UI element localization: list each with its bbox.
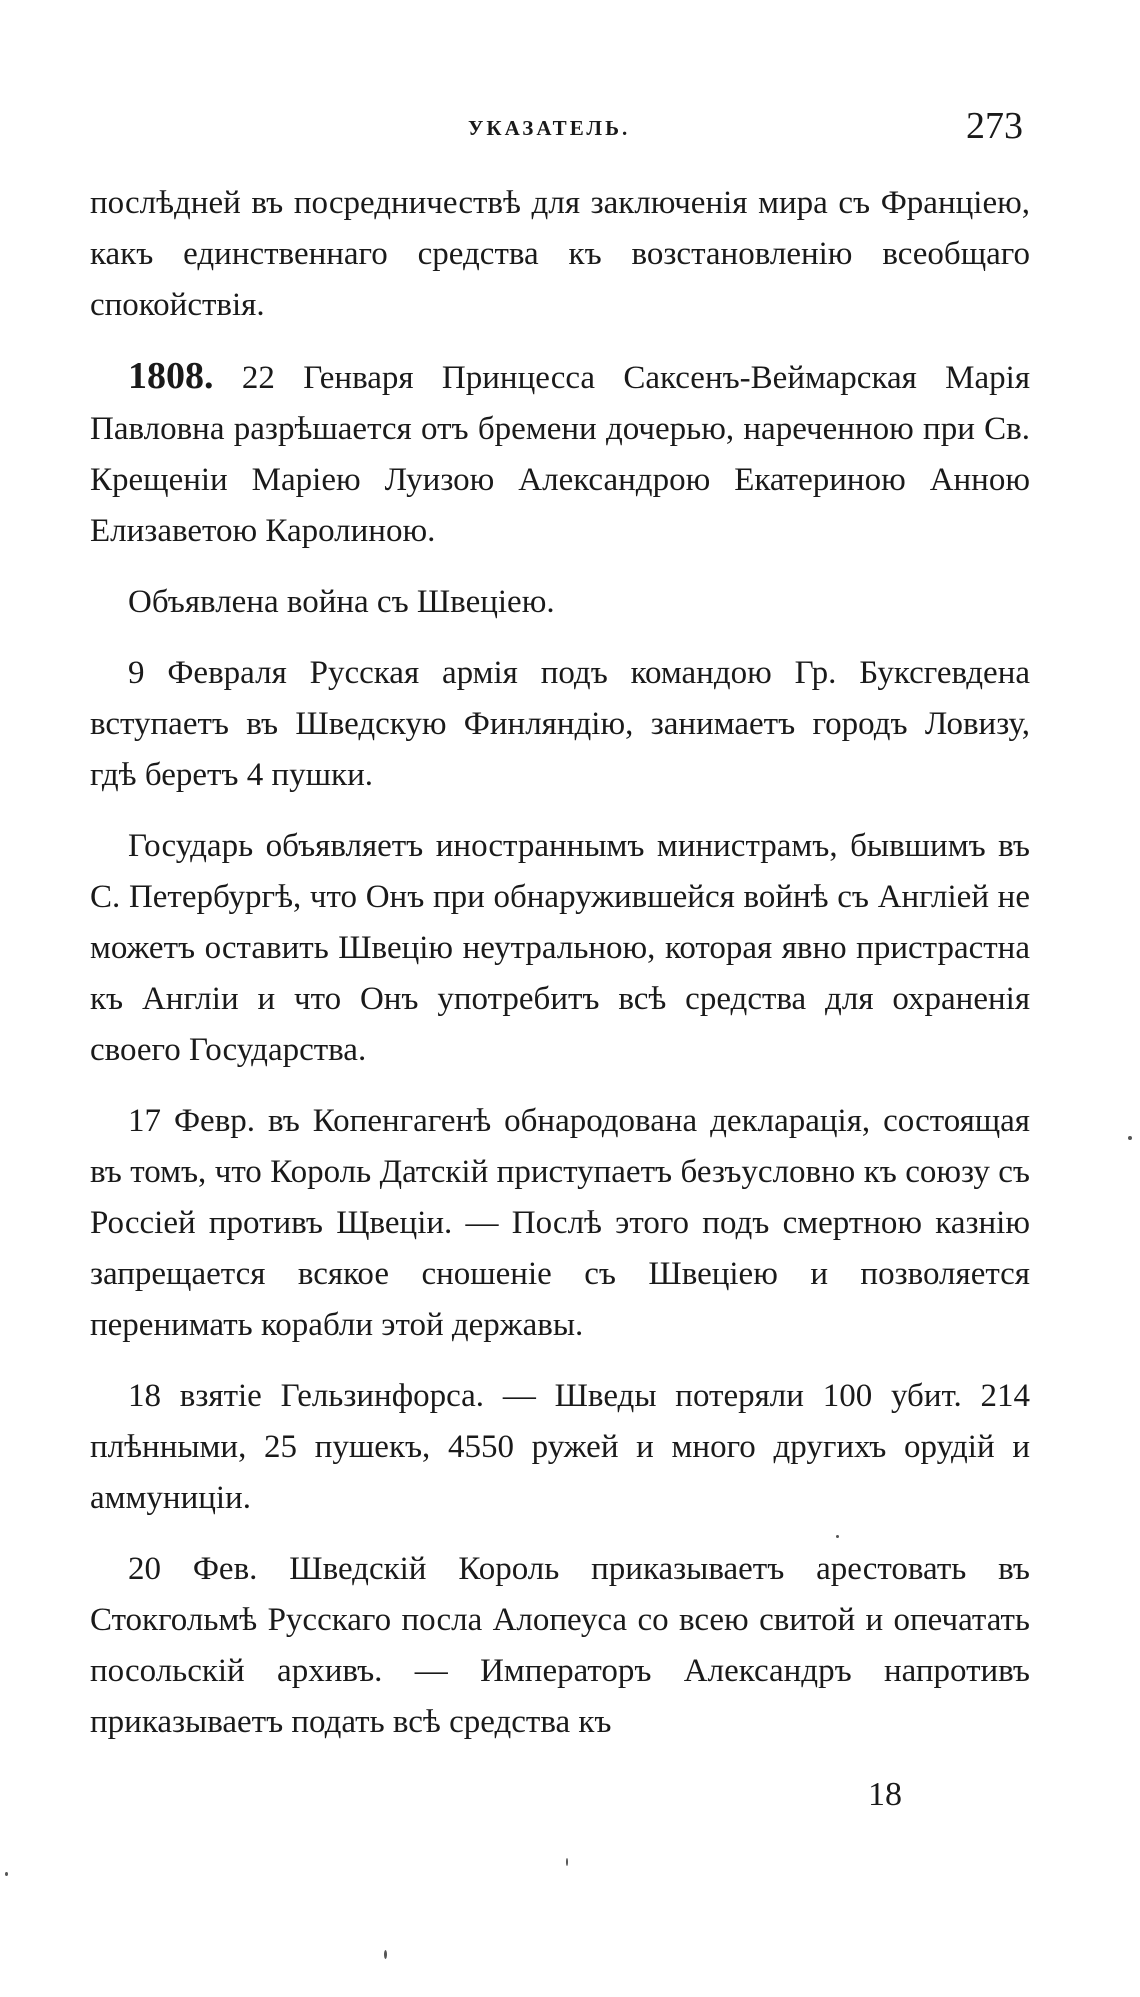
paper-speck	[566, 1858, 568, 1866]
year-heading: 1808.	[128, 355, 214, 397]
paragraph-1808-entry	[90, 351, 1030, 557]
body-text	[90, 178, 1030, 1768]
paragraph-text: 18 взятіе Гельзинфорса. — Шведы потеряли 100 убит. 214 плѣнными, 25 пушекъ, 4550 ружей и много другихъ орудій и аммуниціи.	[90, 1378, 1030, 1516]
paragraph-text: Объявлена война съ Швеціею.	[128, 584, 555, 620]
paragraph-text: послѣдней въ посредничествѣ для заключенія мира съ Франціею, какъ единственнаго средства къ возстановленію всеобщаго спокойствія.	[90, 185, 1030, 323]
paragraph-war-declared	[90, 577, 1030, 628]
running-head: УКАЗАТЕЛЬ.	[468, 116, 631, 140]
paragraph-text: 9 Февраля Русская армія подъ командою Гр. Буксгевдена вступаетъ въ Шведскую Финляндію, занимаетъ городъ Ловизу, гдѣ беретъ 4 пушки.	[90, 655, 1030, 793]
paper-speck	[1128, 1136, 1132, 1140]
signature-mark: 18	[868, 1776, 902, 1813]
paragraph-18-helsingfors	[90, 1371, 1030, 1524]
paper-speck	[384, 1950, 387, 1959]
paragraph-text: Государь объявляетъ иностраннымъ министрамъ, бывшимъ въ С. Петербургѣ, что Онъ при обнаружившейся войнѣ съ Англіей не можетъ оставить Швецію неутральною, которая явно пристрастна къ Англіи и что Онъ употребитъ всѣ средства для охраненія своего Государства.	[90, 828, 1030, 1068]
paper-speck	[836, 1535, 839, 1538]
paragraph-text: 20 Фев. Шведскій Король приказываетъ арестовать въ Стокгольмѣ Русскаго посла Алопеуса со всею свитой и опечатать посольскій архивъ. — Императоръ Александръ напротивъ приказываетъ подать всѣ средства къ	[90, 1551, 1030, 1740]
paragraph-9-february	[90, 648, 1030, 801]
page-number: 273	[966, 105, 1023, 147]
paper-speck	[5, 1872, 8, 1876]
paragraph-17-february	[90, 1096, 1030, 1351]
paragraph-20-february	[90, 1544, 1030, 1748]
paragraph-sovereign-declares	[90, 821, 1030, 1076]
paragraph-continuation	[90, 178, 1030, 331]
paragraph-text: 22 Генваря Принцесса Саксенъ-Веймарская Марія Павловна разрѣшается отъ бремени дочерью, нареченною при Св. Крещеніи Маріею Луизою Александрою Екатериною Анною Елизаветою Каролиною.	[90, 360, 1030, 549]
paragraph-text: 17 Февр. въ Копенгагенѣ обнародована декларація, состоящая въ томъ, что Король Датскій приступаетъ безъусловно къ союзу съ Россіей противъ Щвеціи. — Послѣ этого подъ смертною казнію запрещается всякое сношеніе съ Швеціею и позволяется перенимать корабли этой державы.	[90, 1103, 1030, 1343]
